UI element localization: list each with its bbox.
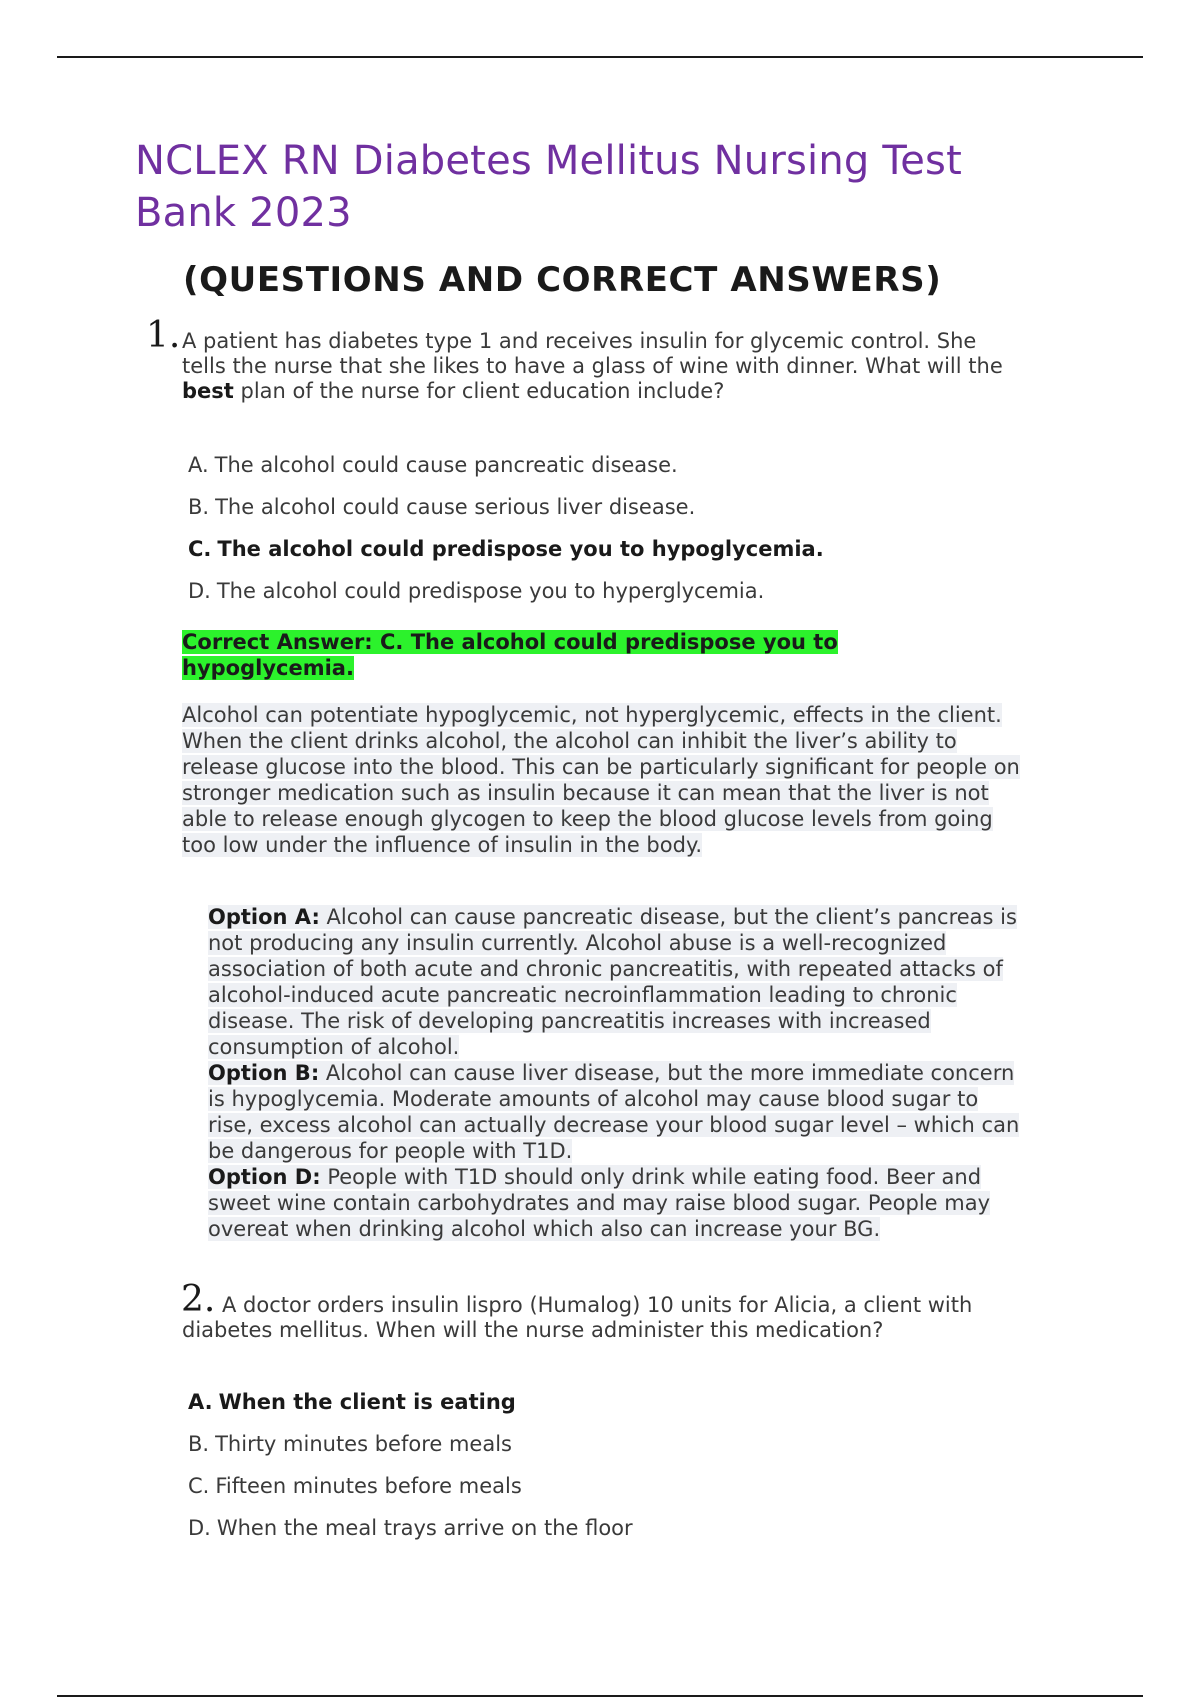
question-2-option-a[interactable] (188, 1389, 1048, 1431)
option-text: The alcohol could predispose you to hypoglycemia. (217, 537, 824, 561)
option-letter: B. (188, 1432, 210, 1456)
document-title: NCLEX RN Diabetes Mellitus Nursing Test Bank 2023 (135, 138, 962, 236)
correct-answer-highlight: Correct Answer: C. The alcohol could predispose you to hypoglycemia. (182, 630, 838, 680)
rationale-option-a (208, 904, 1028, 1060)
question-2-number: 2. (181, 1279, 216, 1320)
rationale-option-b (208, 1060, 1028, 1164)
question-2-option-b[interactable] (188, 1431, 1048, 1473)
rationale-option-d (208, 1164, 1028, 1242)
option-text: Fifteen minutes before meals (215, 1474, 522, 1498)
rationale-label: Option A: (208, 905, 320, 929)
rationale-label: Option D: (208, 1165, 321, 1189)
question-1-option-d[interactable] (188, 578, 1048, 620)
option-text: The alcohol could predispose you to hyperglycemia. (216, 579, 765, 603)
question-1-option-b[interactable] (188, 494, 1048, 536)
option-letter: A. (188, 453, 209, 477)
option-text: When the meal trays arrive on the floor (216, 1516, 633, 1540)
question-2-text: A doctor orders insulin lispro (Humalog) 10 units for Alicia, a client with diabetes mellitus. When will the nurse administer this medication? (182, 1293, 973, 1342)
option-letter: C. (188, 537, 212, 561)
top-rule (57, 56, 1143, 58)
option-text: The alcohol could cause serious liver disease. (215, 495, 696, 519)
rationale-text: Alcohol can cause liver disease, but the more immediate concern is hypoglycemia. Moderate amounts of alcohol may cause blood sugar to rise, excess alcohol can actually decrease your blood sugar level – which can be dangerous for people with T1D. (208, 1061, 1020, 1163)
option-letter: D. (188, 579, 211, 603)
rationale-text: Alcohol can cause pancreatic disease, but the client’s pancreas is not producing any insulin currently. Alcohol abuse is a well-recognized association of both acute and chronic pancreatitis, with repeated attacks of alcohol-induced acute pancreatic necroinflammation leading to chronic disease. The risk of developing pancreatitis increases with increased consumption of alcohol. (208, 905, 1017, 1059)
question-1-option-c[interactable] (188, 536, 1048, 578)
option-text: When the client is eating (218, 1390, 516, 1414)
question-2-options (188, 1389, 1048, 1557)
document-subtitle: (QUESTIONS AND CORRECT ANSWERS) (183, 260, 942, 300)
question-1-option-a[interactable] (188, 452, 1048, 494)
option-letter: D. (188, 1516, 211, 1540)
option-text: Thirty minutes before meals (215, 1432, 512, 1456)
question-1-text-end: plan of the nurse for client education include? (233, 379, 725, 403)
option-letter: B. (188, 495, 210, 519)
explanation-text: Alcohol can potentiate hypoglycemic, not hyperglycemic, effects in the client. When the client drinks alcohol, the alcohol can inhibit the liver’s ability to release glucose into the blood. This can be particularly significant for people on stronger medication such as insulin because it can mean that the liver is not able to release enough glycogen to keep the blood glucose levels from going too low under the influence of insulin in the body. (182, 703, 1020, 857)
option-letter: A. (188, 1390, 213, 1414)
option-text: The alcohol could cause pancreatic disease. (214, 453, 678, 477)
bottom-rule (57, 1695, 1143, 1697)
question-1-correct-answer (182, 629, 942, 681)
option-letter: C. (188, 1474, 210, 1498)
question-1-rationales (208, 904, 1028, 1242)
question-1-text-start: A patient has diabetes type 1 and receives insulin for glycemic control. She tells the nurse that she likes to have a glass of wine with dinner. What will the (182, 329, 1003, 378)
question-1-text (182, 329, 1022, 404)
question-1-text-emphasis: best (182, 379, 234, 403)
question-1-options (188, 452, 1048, 620)
rationale-text: People with T1D should only drink while eating food. Beer and sweet wine contain carbohydrates and may raise blood sugar. People may overeat when drinking alcohol which also can increase your BG. (208, 1165, 991, 1241)
rationale-label: Option B: (208, 1061, 320, 1085)
question-1-number: 1. (146, 315, 181, 356)
question-2-option-d[interactable] (188, 1515, 1048, 1557)
question-1-explanation (182, 702, 1022, 858)
question-2-option-c[interactable] (188, 1473, 1048, 1515)
